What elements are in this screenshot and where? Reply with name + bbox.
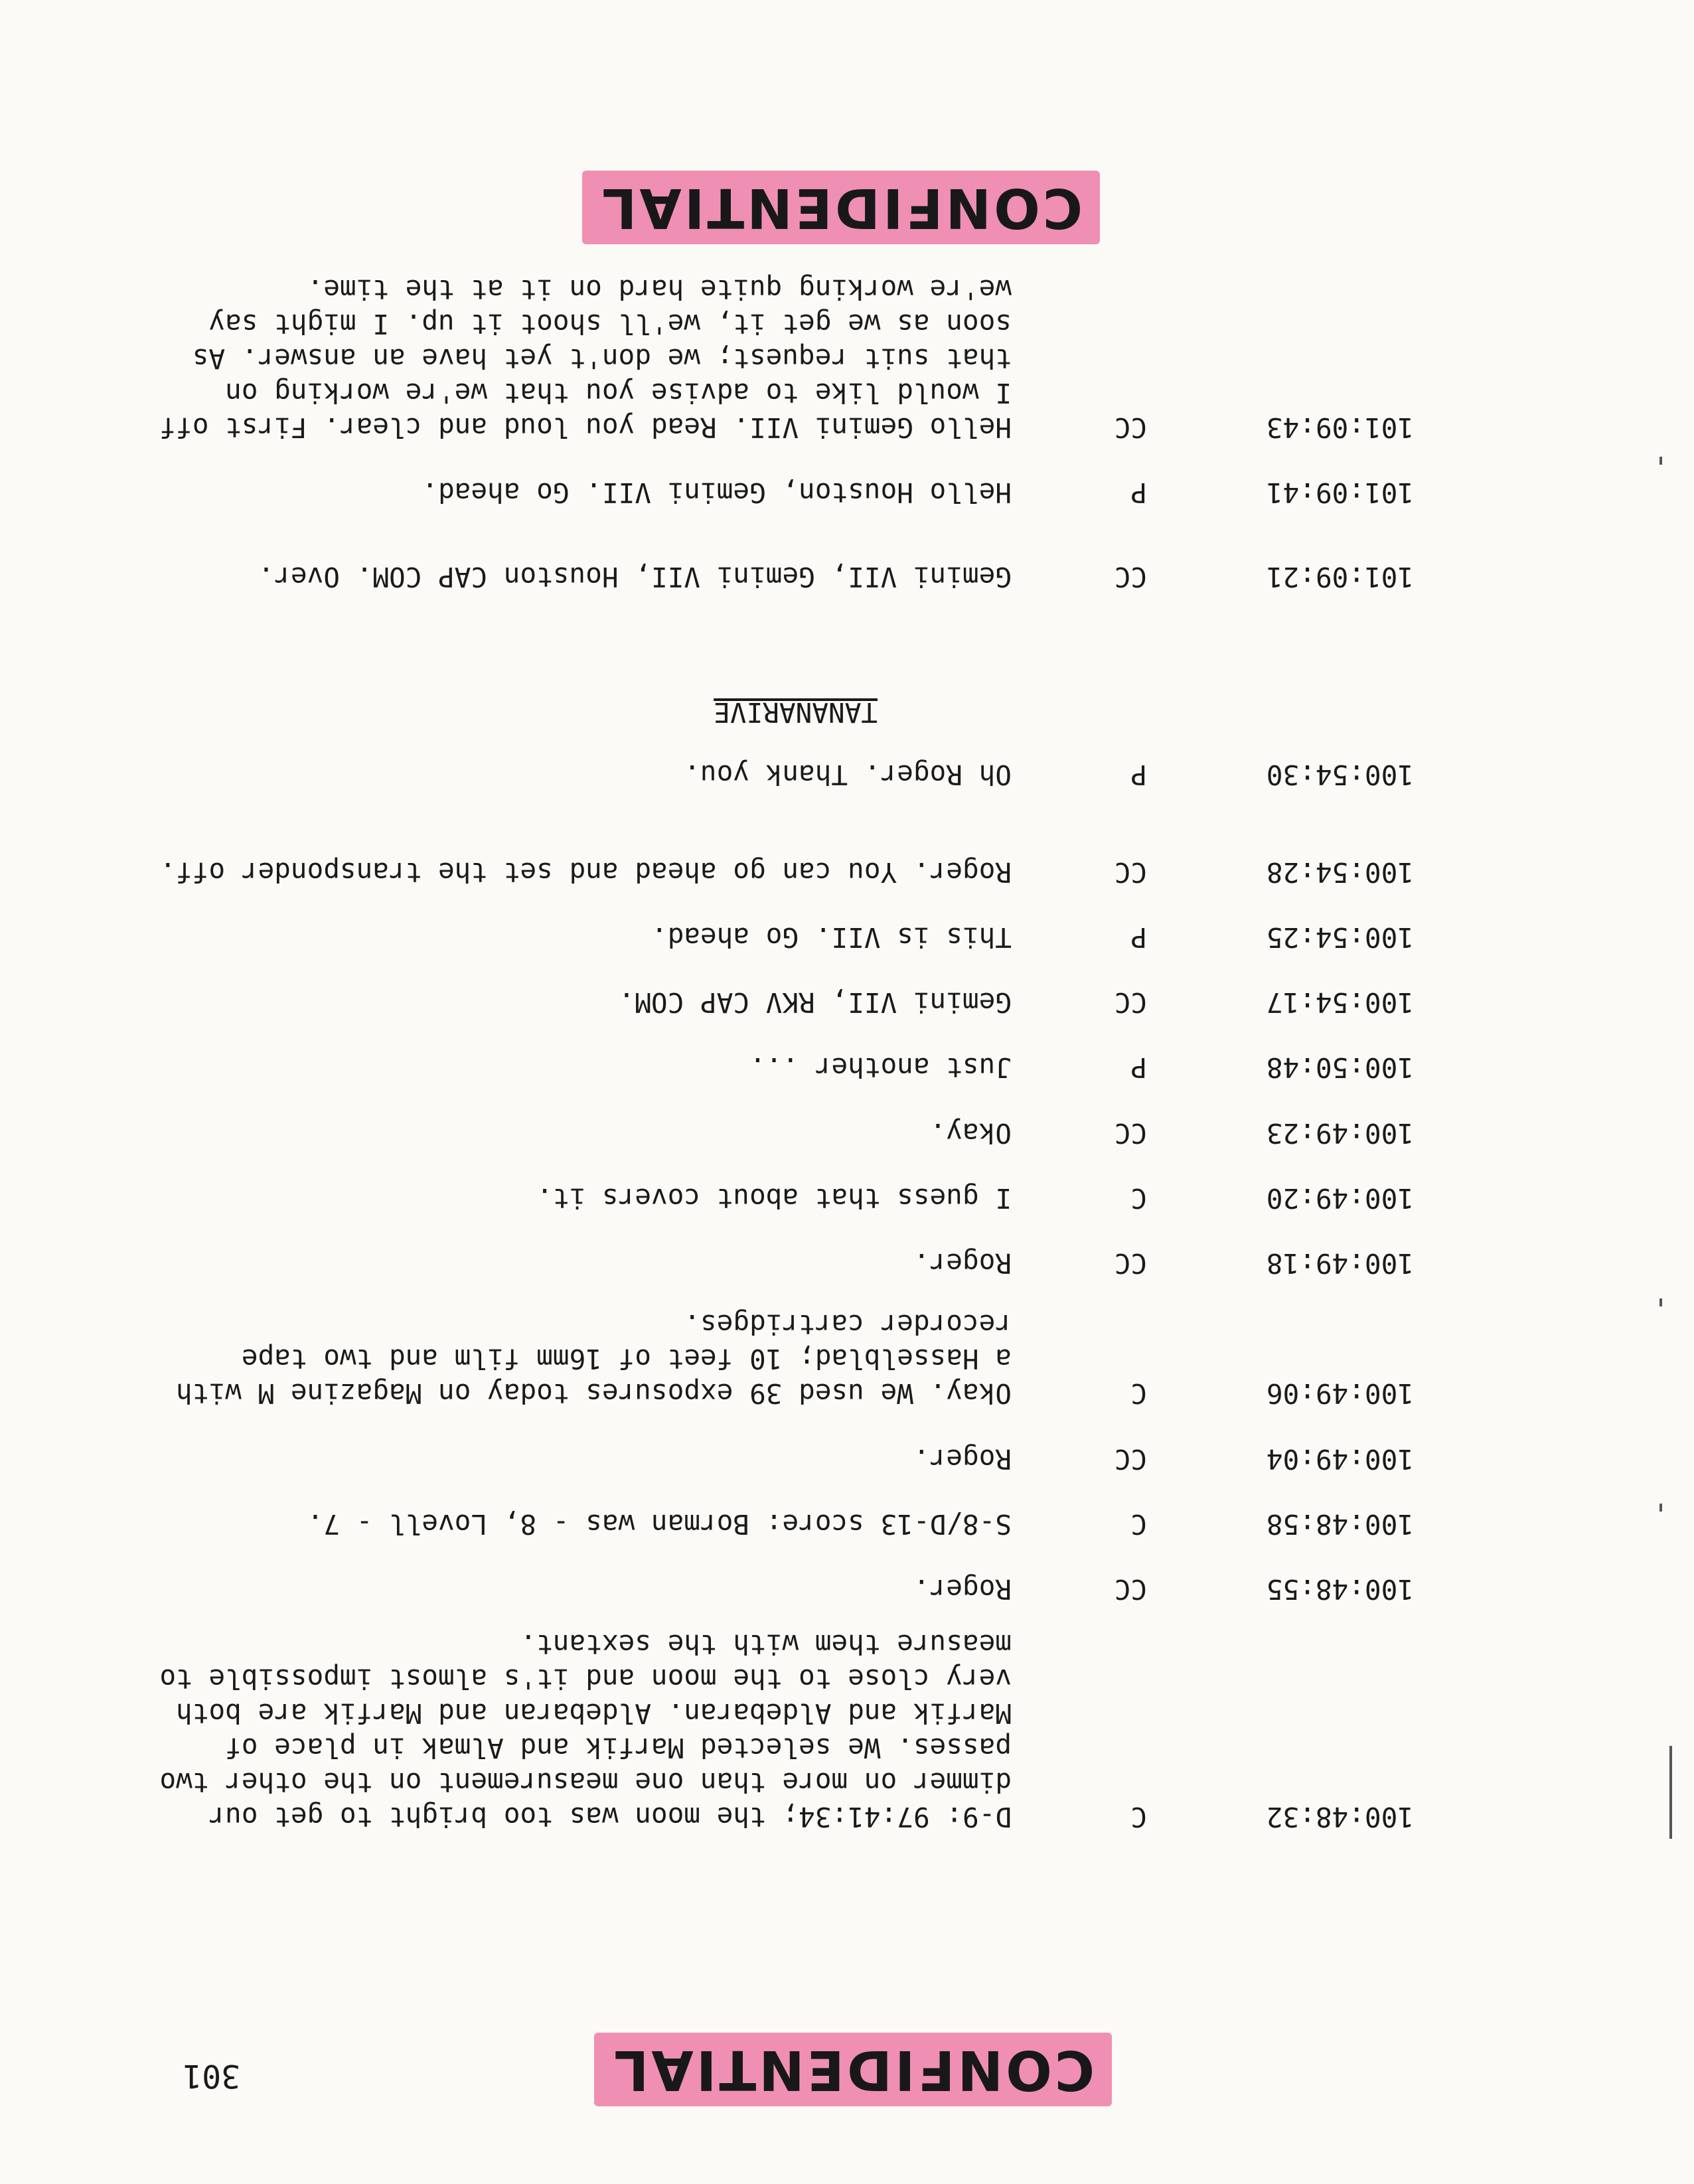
confidential-stamp-top: CONFIDENTIAL: [594, 2033, 1112, 2106]
margin-mark: [1659, 1504, 1662, 1512]
margin-mark: [1659, 1298, 1662, 1306]
entry-text: Roger.: [913, 1247, 1012, 1279]
entry-time: 100:48:32: [1266, 1801, 1414, 1833]
entry-speaker: C: [1130, 1508, 1147, 1540]
section-heading: TANANARIVE: [714, 696, 878, 728]
entry-time: 100:54:28: [1266, 856, 1414, 888]
entry-text: I guess that about covers it.: [536, 1182, 1012, 1214]
entry-speaker: CC: [1114, 856, 1147, 888]
entry-time: 101:09:41: [1266, 477, 1414, 508]
entry-time: 100:50:48: [1266, 1052, 1414, 1083]
entry-time: 100:48:58: [1266, 1508, 1414, 1540]
page-number: 301: [183, 2057, 240, 2094]
entry-text: Oh Roger. Thank you.: [684, 759, 1012, 791]
entry-time: 101:09:43: [1266, 412, 1414, 443]
entry-time: 101:09:21: [1266, 561, 1414, 593]
entry-speaker: CC: [1114, 561, 1147, 593]
entry-text: This is VII. Go ahead.: [651, 921, 1012, 953]
entry-speaker: C: [1130, 1182, 1147, 1214]
entry-time: 100:49:20: [1266, 1182, 1414, 1214]
entry-speaker: P: [1130, 477, 1147, 508]
entry-speaker: C: [1130, 1377, 1147, 1409]
entry-text: Okay. We used 39 exposures today on Magazine M with a Hasselblad; 10 feet of 16mm film and two tape recorder cartridges.: [176, 1308, 1012, 1409]
entry-text: Roger.: [913, 1573, 1012, 1605]
entry-speaker: CC: [1114, 1443, 1147, 1475]
entry-text: Gemini VII, Gemini VII, Houston CAP COM. Over.: [258, 561, 1012, 593]
entry-text: Roger. You can go ahead and set the transponder off.: [159, 856, 1012, 888]
entry-time: 100:54:17: [1266, 986, 1414, 1018]
entry-speaker: C: [1130, 1801, 1147, 1833]
entry-time: 100:49:23: [1266, 1117, 1414, 1149]
entry-speaker: P: [1130, 759, 1147, 791]
entry-speaker: P: [1130, 921, 1147, 953]
entry-speaker: CC: [1114, 986, 1147, 1018]
entry-speaker: CC: [1114, 1117, 1147, 1149]
entry-text: Hello Gemini VII. Read you loud and clear. First off I would like to advise you that we're working on that suit request; we don't yet have an answer. As soon as we get it, we'll shoot it up. I might say we're working quite hard on it at the time.: [159, 273, 1012, 443]
margin-mark: [1669, 1746, 1672, 1839]
entry-time: 100:54:30: [1266, 759, 1414, 791]
entry-time: 100:49:18: [1266, 1247, 1414, 1279]
entry-time: 100:49:06: [1266, 1377, 1414, 1409]
entry-text: Gemini VII, RKV CAP COM.: [618, 986, 1012, 1018]
entry-text: D-9: 97:41:34; the moon was too bright to get our dimmer on more than one measurement on the other two passes. We selected Marfik and Almak in place of Marfik and Aldebaran. Aldebaran and Marfik are both very close to the moon and it's almost impossible to measure them with the sextant.: [159, 1628, 1012, 1833]
entry-time: 100:54:25: [1266, 921, 1414, 953]
entry-text: Okay.: [929, 1117, 1012, 1149]
entry-text: S-8/D-13 score: Borman was - 8, Lovell - 7.: [307, 1508, 1012, 1540]
entry-text: Hello Houston, Gemini VII. Go ahead.: [422, 477, 1012, 508]
entry-text: Just another ...: [749, 1052, 1012, 1083]
entry-speaker: CC: [1114, 1247, 1147, 1279]
entry-speaker: CC: [1114, 1573, 1147, 1605]
margin-mark: [1659, 457, 1662, 465]
entry-time: 100:48:55: [1266, 1573, 1414, 1605]
entry-text: Roger.: [913, 1443, 1012, 1475]
confidential-stamp-bottom: CONFIDENTIAL: [582, 171, 1100, 244]
entry-time: 100:49:04: [1266, 1443, 1414, 1475]
entry-speaker: P: [1130, 1052, 1147, 1083]
entry-speaker: CC: [1114, 412, 1147, 443]
